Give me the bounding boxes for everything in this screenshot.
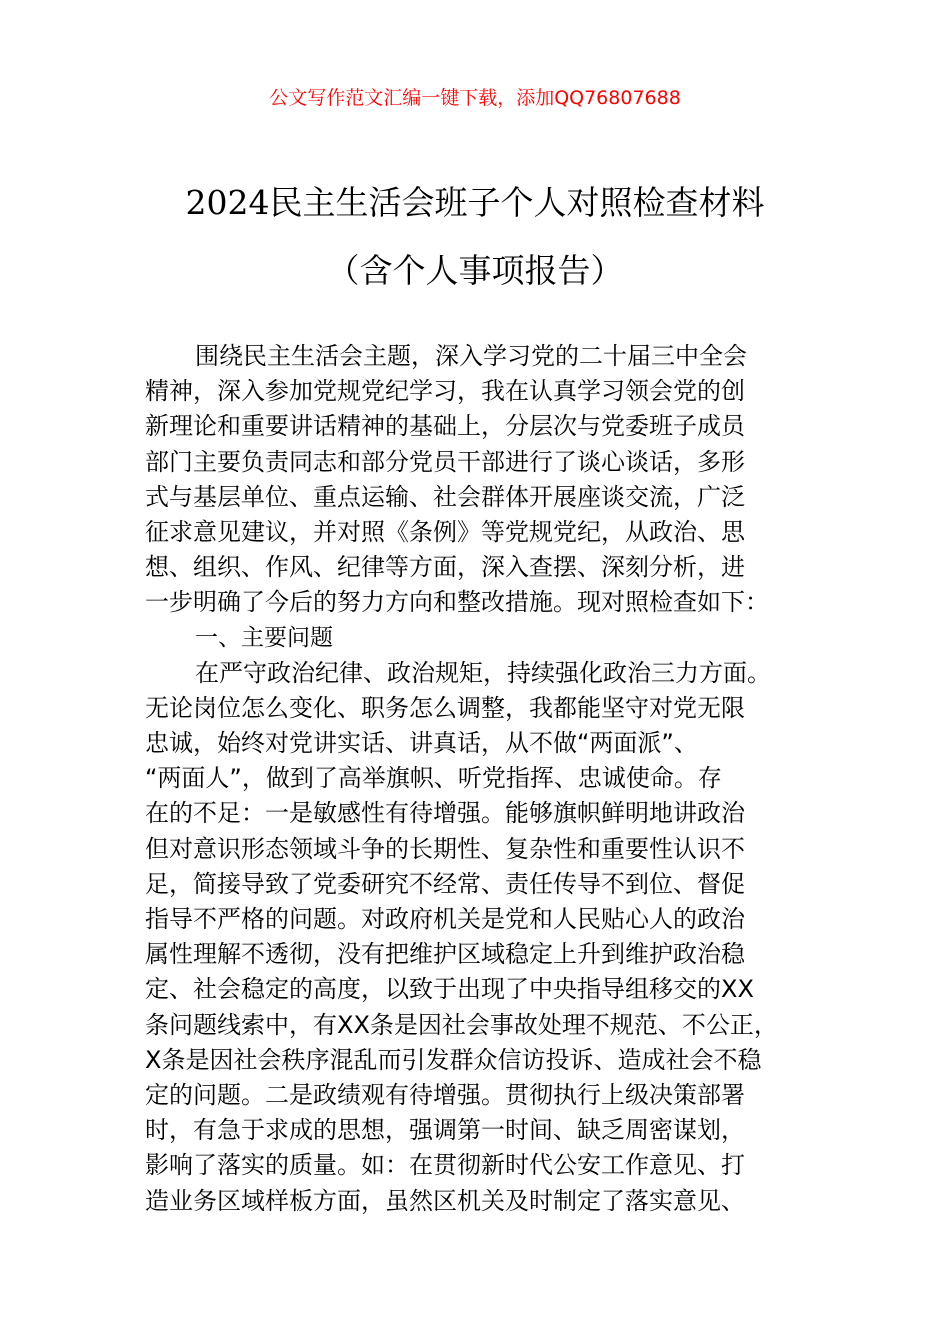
body-line: 条问题线索中，有XX条是因社会事故处理不规范、不公正，	[145, 1010, 778, 1039]
body-line: 在的不足：一是敏感性有待增强。能够旗帜鲜明地讲政治	[145, 799, 745, 828]
body-line: 围绕民主生活会主题，深入学习党的二十届三中全会	[195, 342, 747, 370]
document-subtitle: （含个人事项报告）	[326, 251, 624, 290]
download-notice: 公文写作范文汇编一键下载，添加QQ76807688	[269, 87, 681, 109]
body-line: 征求意见建议，并对照《条例》等党规党纪，从政治、思	[145, 517, 745, 546]
document-title: 2024民主生活会班子个人对照检查材料	[185, 183, 765, 222]
body-line: 定、社会稳定的高度，以致于出现了中央指导组移交的XX	[145, 975, 754, 1004]
body-line: 但对意识形态领域斗争的长期性、复杂性和重要性认识不	[145, 834, 745, 863]
body-line: 无论岗位怎么变化、职务怎么调整，我都能坚守对党无限	[145, 693, 745, 722]
body-line: 足，简接导致了党委研究不经常、责任传导不到位、督促	[145, 869, 745, 898]
body-line: 时，有急于求成的思想，强调第一时间、缺乏周密谋划，	[145, 1116, 745, 1145]
body-line: 精神，深入参加党规党纪学习，我在认真学习领会党的创	[145, 377, 745, 406]
body-line: 一步明确了今后的努力方向和整改措施。现对照检查如下：	[145, 588, 769, 617]
body-line: 指导不严格的问题。对政府机关是党和人民贴心人的政治	[145, 905, 745, 933]
body-line: 想、组织、作风、纪律等方面，深入查摆、深刻分析，进	[145, 553, 745, 582]
body-line: 式与基层单位、重点运输、社会群体开展座谈交流，广泛	[145, 482, 745, 511]
body-line: X条是因社会秩序混乱而引发群众信访投诉、造成社会不稳	[145, 1045, 762, 1074]
body-line: 定的问题。二是政绩观有待增强。贯彻执行上级决策部署	[145, 1080, 745, 1109]
body-line: 新理论和重要讲话精神的基础上，分层次与党委班子成员	[145, 412, 745, 441]
body-line: 造业务区域样板方面，虽然区机关及时制定了落实意见、	[145, 1186, 745, 1215]
body-line: 忠诚，始终对党讲实话、讲真话，从不做“两面派”、	[145, 729, 698, 758]
body-line: 影响了落实的质量。如：在贯彻新时代公安工作意见、打	[145, 1151, 745, 1180]
document-body	[145, 339, 810, 1219]
body-line: 属性理解不透彻，没有把维护区域稳定上升到维护政治稳	[145, 940, 745, 969]
body-line: 部门主要负责同志和部分党员干部进行了谈心谈话，多形	[145, 447, 745, 476]
body-line: “两面人”，做到了高举旗帜、听党指挥、忠诚使命。存	[145, 764, 722, 793]
body-line: 在严守政治纪律、政治规矩，持续强化政治三力方面。	[195, 658, 771, 687]
section-heading: 一、主要问题	[195, 624, 333, 651]
